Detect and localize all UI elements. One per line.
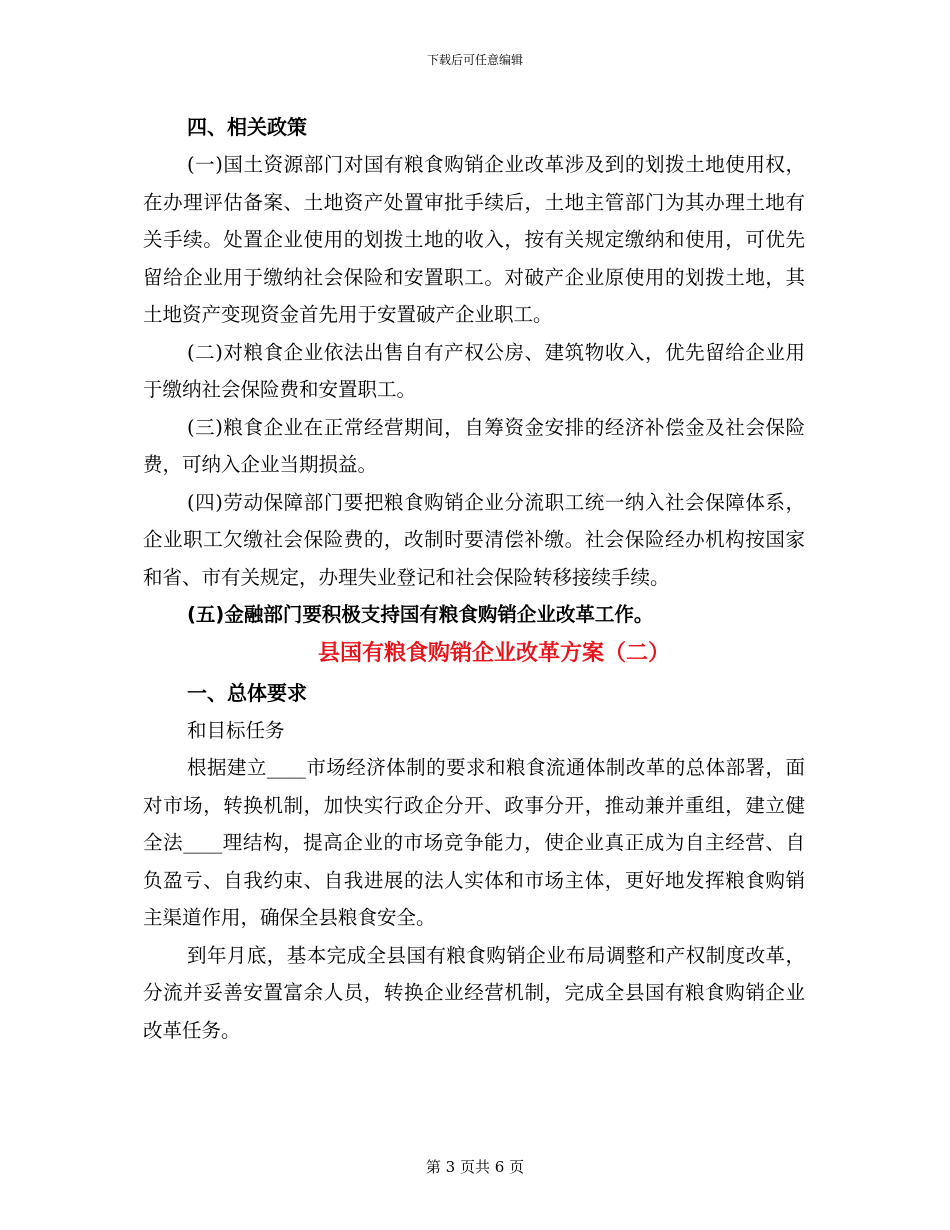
policy-paragraph-5-bold: (五)金融部门要积极支持国有粮食购销企业改革工作。 bbox=[187, 603, 654, 626]
section-heading-requirements: 一、总体要求 bbox=[187, 680, 307, 705]
policy-paragraph-1: (一)国土资源部门对国有粮食购销企业改革涉及到的划拨土地使用权，在办理评估备案、土地资产处置审批手续后，土地主管部门为其办理土地有关手续。处置企业使用的划拨土地的收入，按有关规定缴纳和使用，可优先留给企业用于缴纳社会保险和安置职工。对破产企业原使用的划拨土地，其土地资产变现资金首先用于安置破产企业职工。 bbox=[143, 153, 805, 326]
policy-paragraph-2: (二)对粮食企业依法出售自有产权公房、建筑物收入，优先留给企业用于缴纳社会保险费和安置职工。 bbox=[143, 340, 805, 401]
document-title-red: 县国有粮食购销企业改革方案（二） bbox=[317, 640, 670, 666]
document-body bbox=[143, 108, 805, 1049]
policy-paragraph-3: (三)粮食企业在正常经营期间，自筹资金安排的经济补偿金及社会保险费，可纳入企业当期损益。 bbox=[143, 415, 805, 476]
section-heading-policies: 四、相关政策 bbox=[187, 115, 307, 139]
policy-paragraph-4: (四)劳动保障部门要把粮食购销企业分流职工统一纳入社会保障体系，企业职工欠缴社会保险费的，改制时要清偿补缴。社会保险经办机构按国家和省、市有关规定，办理失业登记和社会保险转移接续手续。 bbox=[143, 490, 805, 589]
page-footer: 第 3 页共 6 页 bbox=[425, 1158, 525, 1176]
page-header: 下载后可任意编辑 bbox=[426, 53, 523, 67]
section-subline: 和目标任务 bbox=[187, 718, 285, 742]
requirements-paragraph-2: 到年月底，基本完成全县国有粮食购销企业布局调整和产权制度改革，分流并妥善安置富余人员，转换企业经营机制，完成全县国有粮食购销企业改革任务。 bbox=[143, 943, 805, 1042]
requirements-paragraph-1: 根据建立____市场经济体制的要求和粮食流通体制改革的总体部署，面对市场，转换机制，加快实行政企分开、政事分开，推动兼并重组，建立健全法____理结构，提高企业的市场竞争能力，使企业真正成为自主经营、自负盈亏、自我约束、自我进展的法人实体和市场主体，更好地发挥粮食购销主渠道作用，确保全县粮食安全。 bbox=[143, 756, 805, 929]
